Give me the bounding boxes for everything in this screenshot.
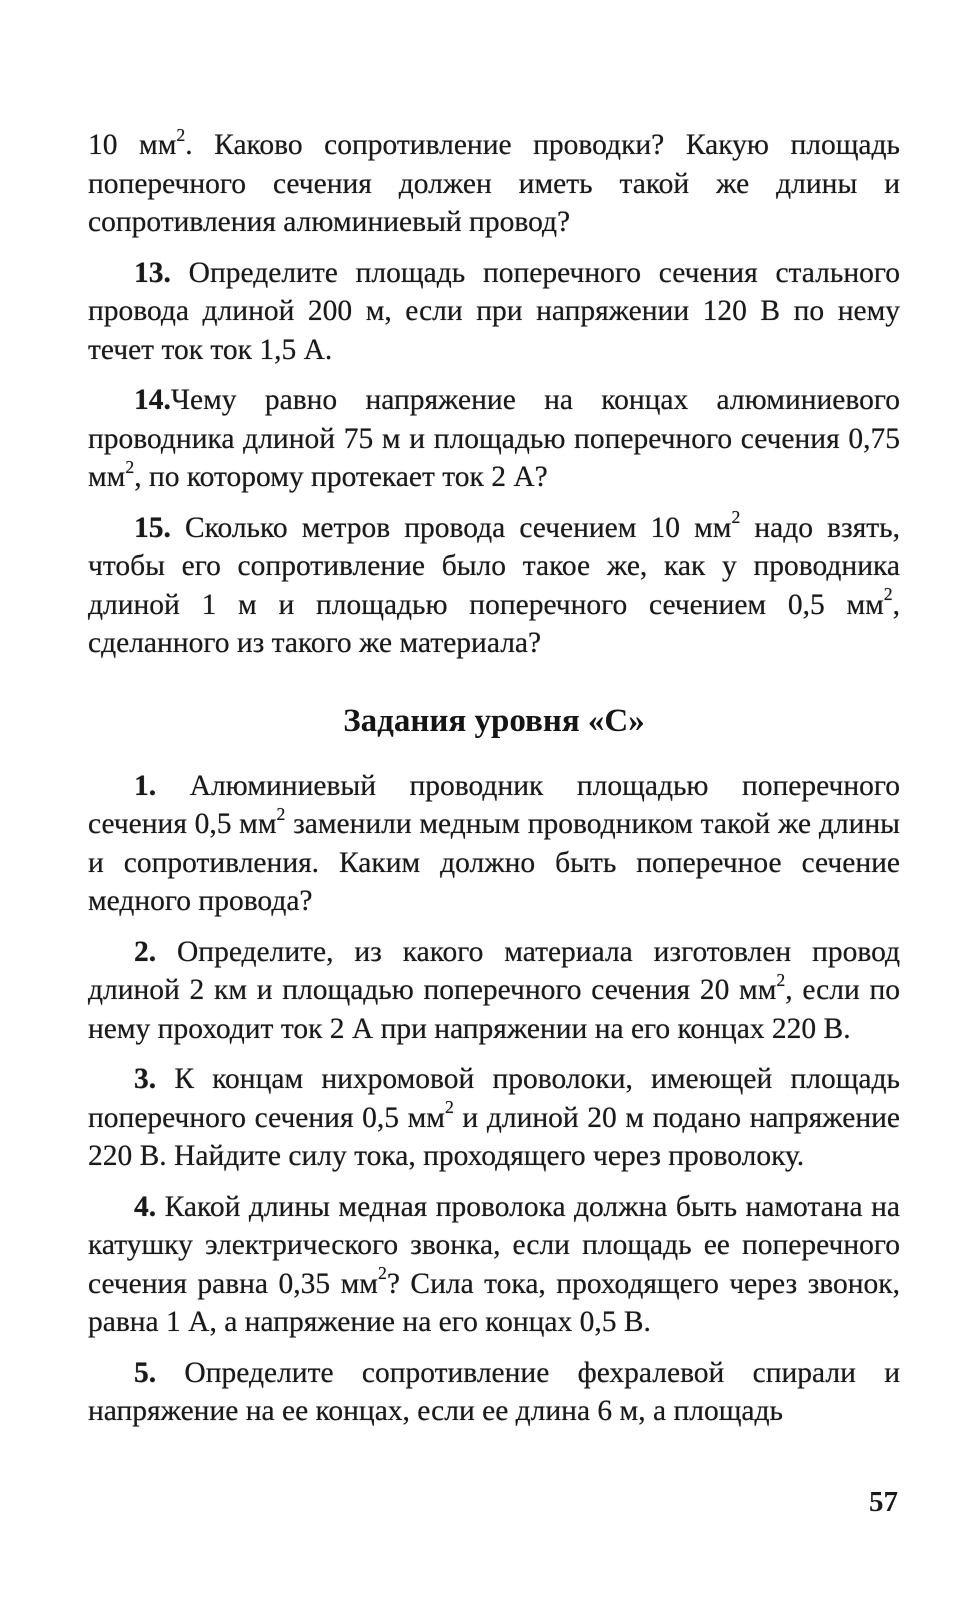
problem-number: 13. — [134, 256, 171, 289]
text-fragment: Какой длины медная проволока должна быть намотана на катушку электрического звонка, если площадь ее поперечного сечения равна 0,35 мм — [88, 1190, 900, 1300]
text-fragment: Определите сопротивление фехралевой спирали и напряжение на ее концах, если ее длина 6 м, а площадь — [88, 1356, 900, 1427]
superscript: 2 — [883, 584, 893, 605]
text-fragment: Сколько метров провода сечением 10 мм — [170, 511, 732, 544]
problem-number: 3. — [134, 1063, 157, 1095]
problem-c-1 — [88, 767, 900, 921]
text-fragment: и длиной 20 м подано напряжение 220 В. Найдите силу тока, проходящего через проволоку. — [88, 1101, 900, 1172]
problem-b-14 — [88, 381, 900, 497]
problem-b-15 — [88, 509, 900, 663]
text-fragment: Определите, из какого материала изготовлен провод длиной 2 км и площадью поперечного сечения 20 мм — [88, 935, 900, 1006]
superscript: 2 — [731, 507, 741, 528]
text-fragment: , если по нему проходит ток 2 А при напряжении на его концах 220 В. — [88, 974, 901, 1045]
text-fragment: надо взять, чтобы его сопротивление было такое же, как у проводника длиной 1 м и площадью поперечного сечением 0,5 мм — [88, 511, 900, 621]
problem-number: 5. — [134, 1356, 157, 1389]
text-fragment: , сделанного из такого же материала? — [88, 588, 900, 659]
text-fragment: Алюминиевый проводник площадью поперечного сечения 0,5 мм — [88, 769, 900, 840]
text-fragment: К концам нихромовой проволоки, имеющей площадь поперечного сечения 0,5 мм — [88, 1063, 900, 1134]
problem-c-2 — [88, 933, 900, 1049]
section-title: Задания уровня «С» — [343, 702, 645, 739]
problem-c-5 — [88, 1354, 900, 1431]
superscript: 2 — [176, 124, 186, 145]
superscript: 2 — [276, 803, 286, 824]
problem-number: 2. — [134, 935, 157, 968]
text-fragment: заменили медным проводником такой же длины и сопротивления. Каким должно быть поперечное сечение медного провода? — [88, 808, 900, 917]
page-content — [88, 126, 900, 1443]
text-fragment: Чему равно напряжение на концах алюминиевого проводника длиной 75 м и площадью поперечного сечения 0,75 мм — [88, 384, 900, 493]
problem-number: 15. — [134, 511, 171, 544]
problem-b-13 — [88, 254, 900, 370]
text-fragment: 10 мм — [88, 129, 177, 161]
superscript: 2 — [444, 1097, 454, 1118]
text-fragment: , по которому протекает ток 2 А? — [134, 461, 548, 493]
text-fragment: ? Сила тока, проходящего через звонок, равна 1 А, а напряжение на его концах 0,5 В. — [88, 1267, 901, 1338]
text-fragment: Определите площадь поперечного сечения стального провода длиной 200 м, если при напряжении 120 В по нему течет ток ток 1,5 А. — [88, 256, 900, 366]
superscript: 2 — [125, 456, 135, 477]
problem-number: 14. — [134, 384, 171, 416]
continuation-paragraph — [88, 126, 900, 242]
problem-c-4 — [88, 1188, 900, 1342]
superscript: 2 — [377, 1263, 387, 1284]
superscript: 2 — [776, 969, 786, 990]
text-fragment: . Каково сопротивление проводки? Какую площадь поперечного сечения должен иметь такой же длины и сопротивления алюминиевый провод? — [88, 129, 900, 238]
problem-c-3 — [88, 1060, 900, 1176]
problem-number: 1. — [134, 769, 157, 802]
page-number: 57 — [869, 1486, 898, 1518]
problem-number: 4. — [134, 1190, 157, 1223]
